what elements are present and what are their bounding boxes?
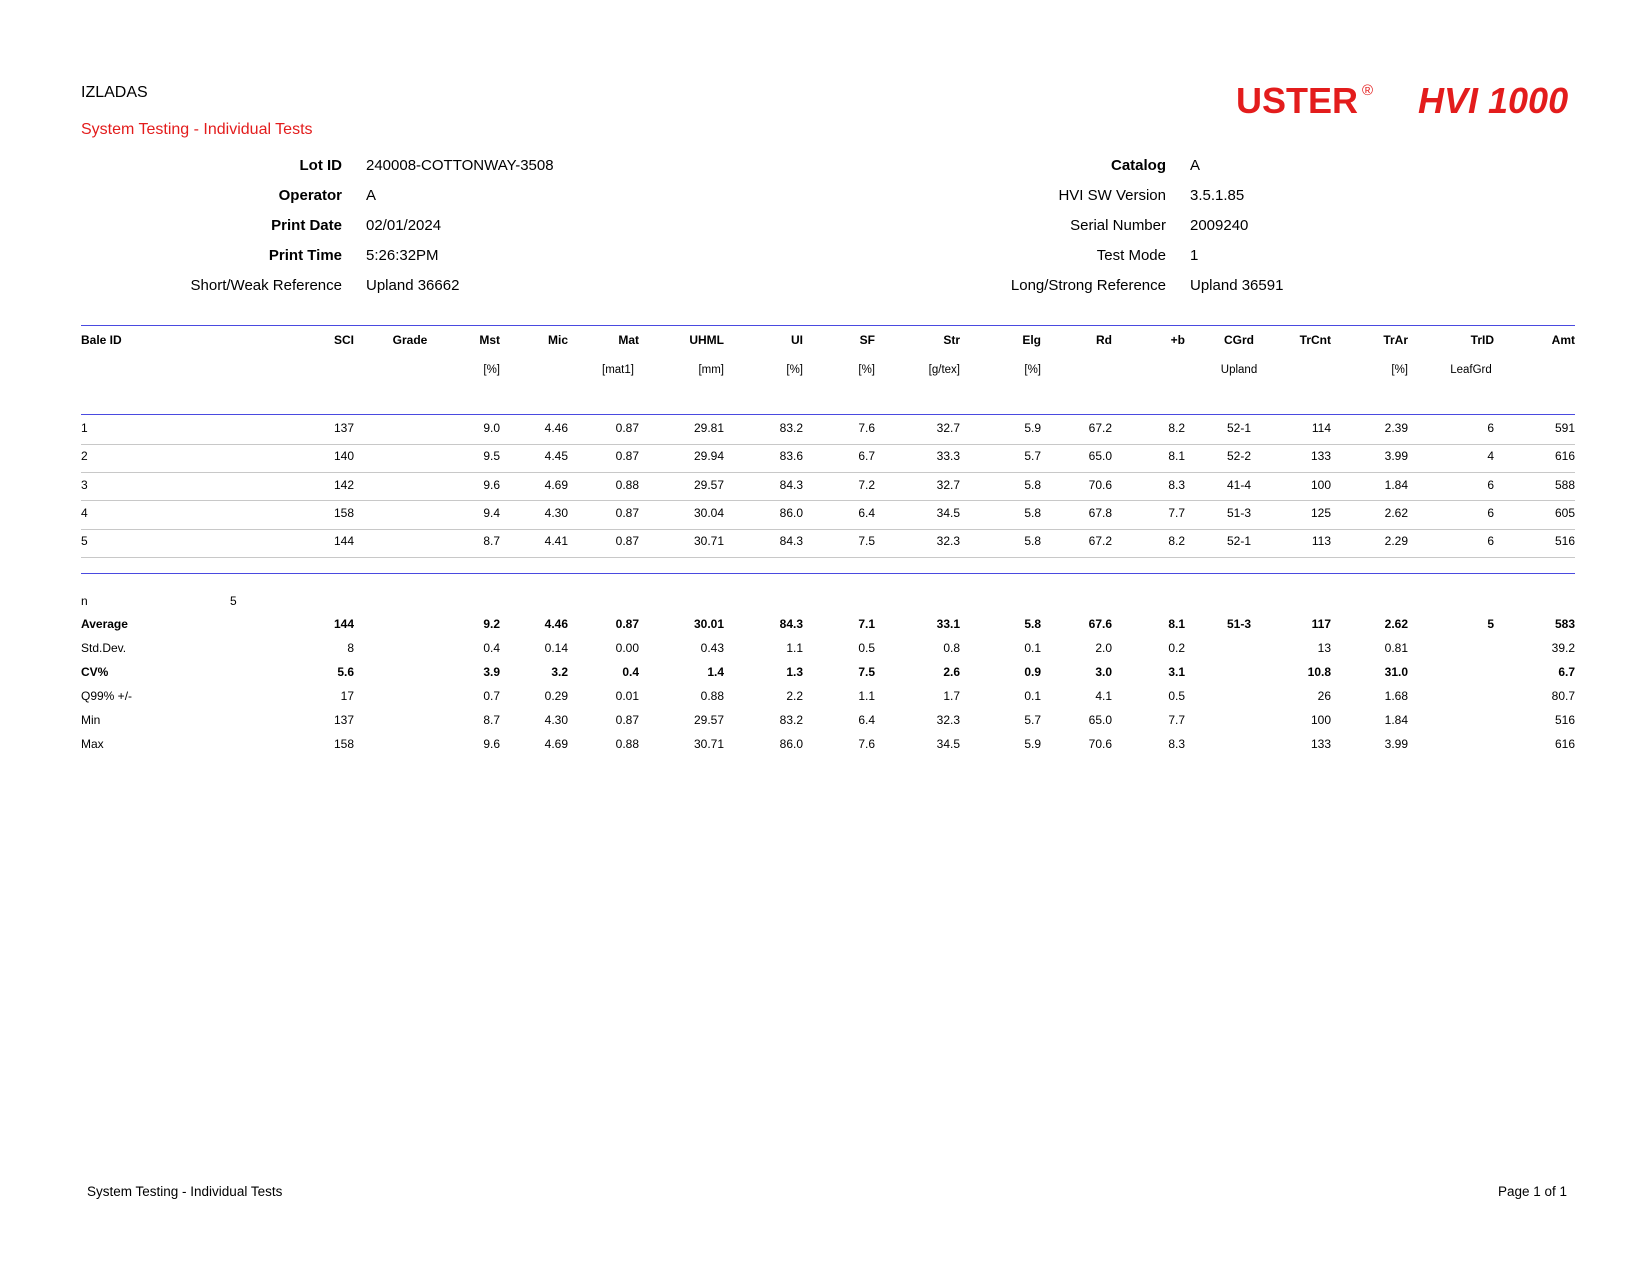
column-header-mat: Mat [618, 333, 639, 347]
table-cell-b: 8.2 [1168, 421, 1185, 435]
stat-cell-trcnt: 100 [1310, 713, 1331, 727]
stat-cell-rd: 70.6 [1088, 737, 1112, 751]
column-unit-ui: [%] [786, 364, 803, 376]
stat-cell-mst: 0.7 [483, 689, 500, 703]
table-cell-rd: 67.2 [1088, 534, 1112, 548]
stat-cell-trar: 0.81 [1384, 641, 1408, 655]
column-header-mst: Mst [479, 333, 500, 347]
stat-label: Average [81, 617, 128, 631]
stat-cell-mic: 3.2 [551, 665, 568, 679]
stat-cell-ui: 1.3 [786, 665, 803, 679]
column-header-id: Bale ID [81, 333, 122, 347]
column-header-ui: UI [791, 333, 803, 347]
stat-label: Std.Dev. [81, 641, 127, 655]
table-cell-mic: 4.45 [544, 449, 568, 463]
table-cell-trid: 4 [1487, 449, 1494, 463]
table-cell-trid: 6 [1487, 478, 1494, 492]
table-cell-ui: 83.2 [779, 421, 803, 435]
table-cell-sci: 142 [333, 478, 354, 492]
table-cell-mst: 9.4 [483, 506, 500, 520]
stat-cell-elg: 5.8 [1024, 617, 1041, 631]
column-unit-str: [g/tex] [928, 364, 960, 376]
table-cell-mst: 9.0 [483, 421, 500, 435]
stat-cell-mic: 4.46 [544, 617, 568, 631]
stat-cell-ui: 83.2 [779, 713, 803, 727]
table-cell-rd: 70.6 [1088, 478, 1112, 492]
info-value-right: 1 [1190, 247, 1199, 264]
table-cell-id: 1 [81, 421, 88, 435]
info-value-right: A [1190, 157, 1201, 174]
column-header-grade: Grade [392, 333, 428, 347]
table-cell-b: 8.3 [1168, 478, 1185, 492]
table-cell-mat: 0.87 [615, 506, 639, 520]
column-header-uhml: UHML [689, 333, 724, 347]
column-header-sci: SCI [333, 333, 354, 347]
column-unit-elg: [%] [1024, 364, 1041, 376]
column-header-amt: Amt [1551, 333, 1575, 347]
stat-cell-amt: 39.2 [1551, 641, 1575, 655]
table-cell-sf: 6.4 [858, 506, 875, 520]
stat-cell-cgrd: 51-3 [1226, 617, 1252, 631]
stat-cell-str: 34.5 [936, 737, 960, 751]
table-cell-mst: 9.5 [483, 449, 500, 463]
stat-cell-elg: 0.1 [1024, 689, 1041, 703]
column-header-sf: SF [859, 333, 875, 347]
info-label-left: Lot ID [299, 157, 342, 174]
info-value-left: 5:26:32PM [366, 247, 439, 264]
table-cell-elg: 5.8 [1024, 478, 1041, 492]
stat-cell-trcnt: 133 [1310, 737, 1331, 751]
table-cell-elg: 5.9 [1024, 421, 1041, 435]
table-cell-sf: 7.5 [858, 534, 875, 548]
column-header-b: +b [1170, 333, 1185, 347]
stat-cell-trar: 1.68 [1384, 689, 1408, 703]
column-header-trid: TrID [1470, 333, 1494, 347]
table-cell-cgrd: 52-1 [1226, 421, 1252, 435]
stat-cell-uhml: 1.4 [707, 665, 724, 679]
stat-cell-sci: 158 [333, 737, 354, 751]
table-cell-mst: 8.7 [483, 534, 500, 548]
table-cell-uhml: 29.81 [693, 421, 724, 435]
column-header-trcnt: TrCnt [1299, 333, 1331, 347]
stat-cell-trid: 5 [1487, 617, 1494, 631]
table-cell-trcnt: 133 [1310, 449, 1331, 463]
stat-cell-amt: 80.7 [1551, 689, 1575, 703]
header-top-rule [81, 325, 1575, 326]
registered-mark: ® [1362, 82, 1374, 99]
table-cell-amt: 605 [1554, 506, 1575, 520]
table-cell-b: 7.7 [1168, 506, 1185, 520]
stat-cell-uhml: 30.71 [693, 737, 724, 751]
table-cell-trcnt: 113 [1311, 534, 1331, 548]
table-cell-mst: 9.6 [483, 478, 500, 492]
info-label-left: Short/Weak Reference [190, 277, 342, 294]
stat-cell-ui: 84.3 [779, 617, 803, 631]
table-cell-rd: 67.2 [1088, 421, 1112, 435]
info-label-right: Long/Strong Reference [1010, 277, 1166, 294]
table-cell-ui: 84.3 [779, 478, 803, 492]
table-cell-trar: 2.39 [1384, 421, 1408, 435]
table-cell-sf: 7.6 [858, 421, 875, 435]
stat-cell-amt: 616 [1554, 737, 1575, 751]
column-header-rd: Rd [1096, 333, 1112, 347]
stat-cell-sci: 144 [333, 617, 354, 631]
stat-cell-mst: 8.7 [483, 713, 500, 727]
table-cell-trar: 1.84 [1384, 478, 1408, 492]
header-bottom-rule [81, 414, 1575, 415]
stat-cell-trar: 2.62 [1384, 617, 1408, 631]
table-cell-str: 32.7 [936, 478, 960, 492]
info-value-left: 240008-COTTONWAY-3508 [366, 157, 554, 174]
stat-cell-ui: 86.0 [779, 737, 803, 751]
stat-cell-mst: 3.9 [483, 665, 500, 679]
stat-cell-amt: 6.7 [1558, 665, 1575, 679]
stat-cell-mst: 9.6 [483, 737, 500, 751]
table-cell-uhml: 29.94 [693, 449, 724, 463]
table-cell-uhml: 30.04 [693, 506, 724, 520]
stat-cell-uhml: 0.88 [700, 689, 724, 703]
stat-cell-sci: 5.6 [337, 665, 354, 679]
table-cell-rd: 67.8 [1088, 506, 1112, 520]
table-cell-b: 8.2 [1168, 534, 1185, 548]
stat-cell-elg: 0.1 [1024, 641, 1041, 655]
table-cell-rd: 65.0 [1088, 449, 1112, 463]
table-cell-uhml: 30.71 [693, 534, 724, 548]
stat-cell-rd: 4.1 [1095, 689, 1112, 703]
n-label: n [81, 594, 88, 608]
stat-cell-elg: 0.9 [1024, 665, 1041, 679]
brand-logo-uster: USTER [1236, 80, 1359, 121]
stat-cell-sf: 7.5 [858, 665, 875, 679]
table-cell-elg: 5.7 [1024, 449, 1041, 463]
info-value-right: 2009240 [1190, 217, 1249, 234]
stat-cell-sf: 6.4 [858, 713, 875, 727]
table-cell-mic: 4.69 [544, 478, 568, 492]
table-cell-sci: 158 [333, 506, 354, 520]
table-cell-id: 4 [81, 506, 88, 520]
column-header-elg: Elg [1022, 333, 1041, 347]
stat-cell-mic: 4.69 [544, 737, 568, 751]
stat-cell-uhml: 0.43 [700, 641, 724, 655]
stats-top-rule [81, 573, 1575, 574]
stat-cell-uhml: 30.01 [693, 617, 724, 631]
column-unit-mst: [%] [483, 364, 500, 376]
table-cell-mat: 0.87 [615, 534, 639, 548]
table-cell-cgrd: 52-2 [1226, 449, 1252, 463]
table-cell-str: 34.5 [936, 506, 960, 520]
stat-cell-sci: 8 [347, 641, 354, 655]
table-cell-id: 2 [81, 449, 88, 463]
table-cell-mic: 4.41 [544, 534, 568, 548]
stat-cell-b: 3.1 [1168, 665, 1185, 679]
column-header-mic: Mic [547, 333, 568, 347]
stat-cell-mst: 0.4 [483, 641, 500, 655]
table-cell-sf: 6.7 [858, 449, 875, 463]
table-cell-sf: 7.2 [858, 478, 875, 492]
table-cell-ui: 84.3 [779, 534, 803, 548]
stat-cell-trar: 31.0 [1384, 665, 1408, 679]
stat-cell-trcnt: 13 [1317, 641, 1331, 655]
stat-cell-b: 0.2 [1168, 641, 1185, 655]
table-cell-b: 8.1 [1168, 449, 1185, 463]
table-cell-elg: 5.8 [1024, 534, 1041, 548]
table-cell-id: 5 [81, 534, 88, 548]
stat-cell-mst: 9.2 [483, 617, 500, 631]
table-cell-mic: 4.46 [544, 421, 568, 435]
stat-cell-mat: 0.87 [615, 617, 639, 631]
table-cell-cgrd: 51-3 [1226, 506, 1252, 520]
table-cell-sci: 144 [333, 534, 354, 548]
column-unit-uhml: [mm] [698, 364, 724, 376]
stat-cell-str: 1.7 [943, 689, 960, 703]
stat-label: Max [81, 737, 104, 751]
stat-cell-mat: 0.88 [615, 737, 639, 751]
row-divider [81, 472, 1575, 473]
info-value-left: Upland 36662 [366, 277, 460, 294]
row-divider [81, 557, 1575, 558]
column-unit-mat: [mat1] [602, 364, 634, 376]
stat-cell-rd: 3.0 [1095, 665, 1112, 679]
table-cell-cgrd: 52-1 [1226, 534, 1252, 548]
info-label-right: Test Mode [1096, 247, 1166, 264]
table-cell-mat: 0.87 [615, 449, 639, 463]
info-label-left: Operator [278, 187, 342, 204]
info-label-left: Print Time [268, 247, 342, 264]
table-cell-amt: 616 [1554, 449, 1575, 463]
stat-cell-rd: 65.0 [1088, 713, 1112, 727]
stat-cell-b: 7.7 [1168, 713, 1185, 727]
stat-cell-mic: 0.29 [544, 689, 568, 703]
stat-cell-trcnt: 10.8 [1307, 665, 1331, 679]
stat-cell-trcnt: 26 [1317, 689, 1331, 703]
stat-cell-amt: 516 [1554, 713, 1575, 727]
table-cell-amt: 588 [1554, 478, 1575, 492]
stat-cell-elg: 5.7 [1024, 713, 1041, 727]
table-cell-uhml: 29.57 [693, 478, 724, 492]
table-cell-trar: 3.99 [1384, 449, 1408, 463]
stat-cell-rd: 67.6 [1088, 617, 1112, 631]
column-unit-sf: [%] [858, 364, 875, 376]
column-unit-cgrd: Upland [1220, 364, 1258, 376]
stat-cell-rd: 2.0 [1095, 641, 1112, 655]
table-cell-str: 33.3 [936, 449, 960, 463]
row-divider [81, 529, 1575, 530]
stat-cell-str: 2.6 [943, 665, 960, 679]
table-cell-trid: 6 [1487, 421, 1494, 435]
stat-cell-mat: 0.00 [615, 641, 639, 655]
page-number: Page 1 of 1 [1498, 1184, 1568, 1199]
table-cell-sci: 140 [333, 449, 354, 463]
stat-cell-b: 8.1 [1168, 617, 1185, 631]
company-name: IZLADAS [81, 84, 148, 101]
info-value-right: 3.5.1.85 [1190, 187, 1245, 204]
table-cell-id: 3 [81, 478, 88, 492]
column-header-str: Str [943, 333, 960, 347]
column-header-trar: TrAr [1383, 333, 1408, 347]
table-cell-trar: 2.29 [1384, 534, 1408, 548]
stat-cell-b: 8.3 [1168, 737, 1185, 751]
info-value-right: Upland 36591 [1190, 277, 1284, 294]
n-value: 5 [230, 594, 237, 608]
stat-cell-mat: 0.87 [615, 713, 639, 727]
stat-cell-trcnt: 117 [1311, 617, 1331, 631]
stat-cell-sci: 137 [333, 713, 354, 727]
stat-cell-ui: 2.2 [786, 689, 803, 703]
table-cell-str: 32.7 [936, 421, 960, 435]
column-unit-trar: [%] [1391, 364, 1408, 376]
stat-label: Q99% +/- [81, 689, 133, 703]
table-cell-trid: 6 [1487, 534, 1494, 548]
footer-title: System Testing - Individual Tests [87, 1184, 283, 1199]
table-cell-sci: 137 [333, 421, 354, 435]
report-subtitle: System Testing - Individual Tests [81, 121, 313, 138]
stat-cell-str: 32.3 [936, 713, 960, 727]
row-divider [81, 444, 1575, 445]
stat-cell-mat: 0.01 [615, 689, 639, 703]
stat-cell-sf: 7.1 [858, 617, 875, 631]
info-label-right: Serial Number [1070, 217, 1166, 234]
stat-cell-amt: 583 [1554, 617, 1575, 631]
stat-cell-str: 33.1 [936, 617, 960, 631]
column-unit-trid: LeafGrd [1450, 364, 1492, 376]
stat-cell-b: 0.5 [1168, 689, 1185, 703]
table-cell-amt: 516 [1554, 534, 1575, 548]
table-cell-elg: 5.8 [1024, 506, 1041, 520]
table-cell-trcnt: 114 [1311, 421, 1331, 435]
stat-cell-uhml: 29.57 [693, 713, 724, 727]
stat-cell-trar: 3.99 [1384, 737, 1408, 751]
stat-cell-sf: 0.5 [858, 641, 875, 655]
stat-cell-sf: 1.1 [858, 689, 875, 703]
table-cell-mat: 0.87 [615, 421, 639, 435]
stat-cell-mic: 0.14 [544, 641, 568, 655]
column-header-cgrd: CGrd [1224, 333, 1254, 347]
table-cell-ui: 86.0 [779, 506, 803, 520]
table-cell-trid: 6 [1487, 506, 1494, 520]
table-cell-ui: 83.6 [779, 449, 803, 463]
table-cell-mic: 4.30 [544, 506, 568, 520]
stat-label: CV% [81, 665, 109, 679]
table-cell-trar: 2.62 [1384, 506, 1408, 520]
info-label-left: Print Date [271, 217, 342, 234]
stat-label: Min [81, 713, 101, 727]
info-value-left: 02/01/2024 [366, 217, 442, 234]
info-label-right: Catalog [1110, 157, 1166, 174]
table-cell-trcnt: 100 [1310, 478, 1331, 492]
table-cell-amt: 591 [1554, 421, 1575, 435]
info-label-right: HVI SW Version [1058, 187, 1166, 204]
stat-cell-ui: 1.1 [786, 641, 803, 655]
table-cell-str: 32.3 [936, 534, 960, 548]
table-cell-mat: 0.88 [615, 478, 639, 492]
stat-cell-mic: 4.30 [544, 713, 568, 727]
table-cell-cgrd: 41-4 [1226, 478, 1252, 492]
stat-cell-str: 0.8 [943, 641, 960, 655]
product-logo-hvi: HVI 1000 [1418, 80, 1569, 121]
stat-cell-mat: 0.4 [622, 665, 639, 679]
table-cell-trcnt: 125 [1310, 506, 1331, 520]
stat-cell-trar: 1.84 [1384, 713, 1408, 727]
row-divider [81, 500, 1575, 501]
stat-cell-sci: 17 [340, 689, 354, 703]
stat-cell-sf: 7.6 [858, 737, 875, 751]
stat-cell-elg: 5.9 [1024, 737, 1041, 751]
info-value-left: A [366, 187, 377, 204]
